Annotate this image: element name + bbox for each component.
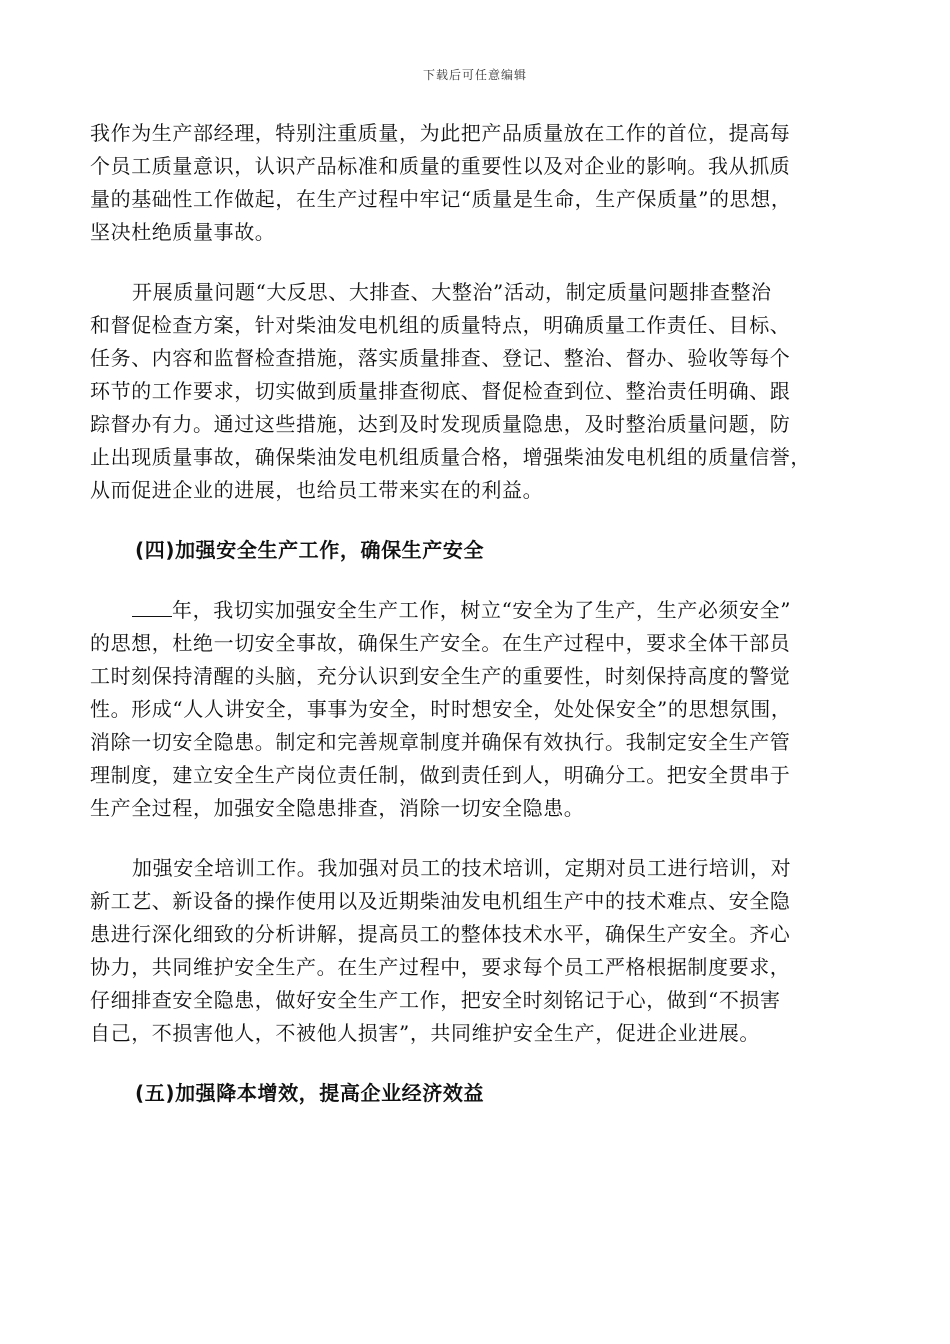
year-blank bbox=[132, 598, 172, 617]
text-line: 协力，共同维护安全生产。在生产过程中，要求每个员工严格根据制度要求， bbox=[90, 955, 791, 979]
section-heading-cost-reduction: (五)加强降本增效，提高企业经济效益 bbox=[135, 1081, 485, 1105]
text-line: 消除一切安全隐患。制定和完善规章制度并确保有效执行。我制定安全生产管 bbox=[90, 730, 791, 754]
section-heading-safety: (四)加强安全生产工作，确保生产安全 bbox=[135, 538, 485, 562]
text-line: 仔细排查安全隐患，做好安全生产工作，把安全时刻铭记于心，做到“不损害 bbox=[90, 988, 781, 1012]
paragraph-quality-focus bbox=[90, 117, 860, 249]
text-line: 理制度，建立安全生产岗位责任制，做到责任到人，明确分工。把安全贯串于 bbox=[90, 763, 791, 787]
text-line bbox=[90, 594, 860, 627]
text-line: 个员工质量意识，认识产品标准和质量的重要性以及对企业的影响。我从抓质 bbox=[90, 154, 791, 178]
text-line: 坚决杜绝质量事故。 bbox=[90, 220, 276, 244]
text-line: 自己，不损害他人，不被他人损害”，共同维护安全生产，促进企业进展。 bbox=[90, 1021, 761, 1045]
paragraph-safety-training bbox=[90, 852, 860, 1050]
text-line: 从而促进企业的进展，也给员工带来实在的利益。 bbox=[90, 478, 544, 502]
text-line: 开展质量问题“大反思、大排查、大整治”活动，制定质量问题排查整治 bbox=[132, 280, 772, 304]
text-line: 新工艺、新设备的操作使用以及近期柴油发电机组生产中的技术难点、安全隐 bbox=[90, 889, 791, 913]
text-line: 加强安全培训工作。我加强对员工的技术培训，定期对员工进行培训，对 bbox=[132, 856, 792, 880]
text-line: 患进行深化细致的分析讲解，提高员工的整体技术水平，确保生产安全。齐心 bbox=[90, 922, 791, 946]
text-line: 生产全过程，加强安全隐患排查，消除一切安全隐患。 bbox=[90, 796, 585, 820]
text-line: 的思想，杜绝一切安全事故，确保生产安全。在生产过程中，要求全体干部员 bbox=[90, 631, 791, 655]
text-line: 和督促检查方案，针对柴油发电机组的质量特点，明确质量工作责任、目标、 bbox=[90, 313, 791, 337]
paragraph-quality-campaign bbox=[90, 276, 860, 507]
page-header: 下载后可任意编辑 bbox=[422, 68, 527, 82]
document-body bbox=[90, 117, 860, 1110]
text-line-content: 年，我切实加强安全生产工作，树立“安全为了生产，生产必须安全” bbox=[172, 598, 792, 622]
text-line: 工时刻保持清醒的头脑，充分认识到安全生产的重要性，时刻保持高度的警觉 bbox=[90, 664, 791, 688]
text-line: 踪督办有力。通过这些措施，达到及时发现质量隐患，及时整治质量问题，防 bbox=[90, 412, 791, 436]
text-line: 止出现质量事故，确保柴油发电机组质量合格，增强柴油发电机组的质量信誉， bbox=[90, 445, 811, 469]
text-line: 性。形成“人人讲安全，事事为安全，时时想安全，处处保安全”的思想氛围， bbox=[90, 697, 792, 721]
text-line: 环节的工作要求，切实做到质量排查彻底、督促检查到位、整治责任明确、跟 bbox=[90, 379, 791, 403]
text-line: 我作为生产部经理，特别注重质量，为此把产品质量放在工作的首位，提高每 bbox=[90, 121, 791, 145]
text-line: 量的基础性工作做起，在生产过程中牢记“质量是生命，生产保质量”的思想， bbox=[90, 187, 792, 211]
paragraph-safety-production bbox=[90, 594, 860, 825]
text-line: 任务、内容和监督检查措施，落实质量排查、登记、整治、督办、验收等每个 bbox=[90, 346, 791, 370]
